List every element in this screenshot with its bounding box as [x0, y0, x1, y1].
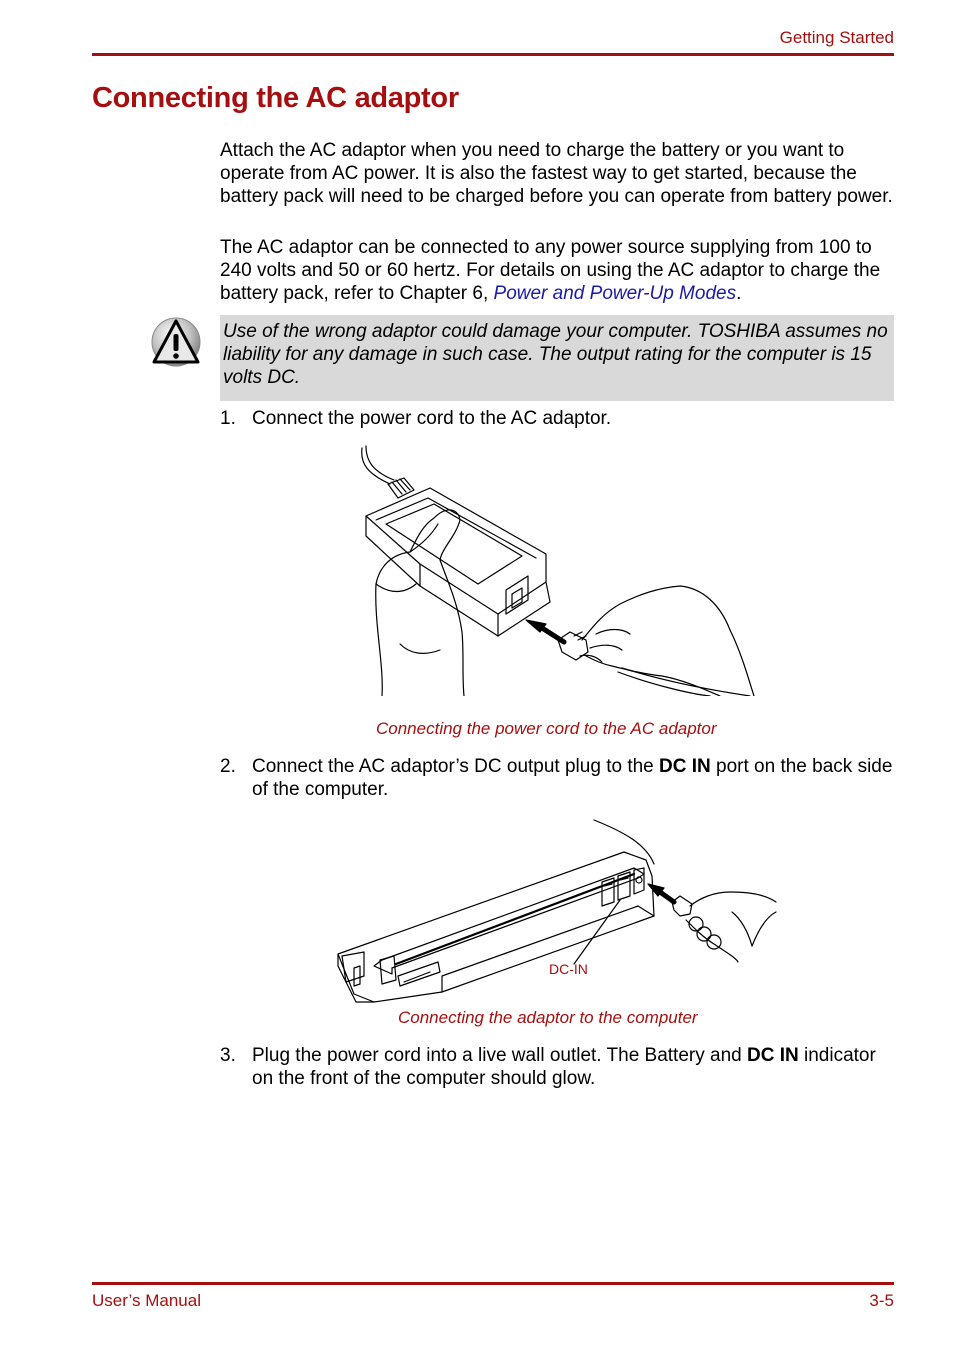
step-1-number: 1.	[220, 408, 236, 429]
step-3-text-end: indicator on the front of the computer should glow.	[252, 1045, 876, 1089]
figure-2-caption: Connecting the adaptor to the computer	[398, 1008, 698, 1027]
intro-paragraph-1: Attach the AC adaptor when you need to charge the battery or you want to operate from AC power. It is also the fastest way to get started, because the battery pack will need to be charged before you can operate from battery power.	[220, 140, 893, 207]
step-3-dc-in: DC IN	[746, 1045, 799, 1066]
page-number: 3-5	[869, 1291, 894, 1310]
intro-paragraph-2-text: The AC adaptor can be connected to any power source supplying from 100 to 240 volts and 50 or 60 hertz. For details on using the AC adaptor to charge the battery pack, refer to Chapter 6,	[220, 237, 881, 304]
figure-computer-illustration	[334, 816, 784, 1006]
warning-text: Use of the wrong adaptor could damage your computer. TOSHIBA assumes no liability for any damage in such case. The output rating for the computer is 15 volts DC.	[223, 321, 888, 388]
warning-box	[220, 315, 894, 401]
footer-rule	[92, 1282, 894, 1285]
page-title: Connecting the AC adaptor	[92, 82, 459, 114]
step-2-text	[252, 755, 896, 801]
footer-manual-label: User’s Manual	[92, 1291, 201, 1310]
step-2-text-start: Connect the AC adaptor’s DC output plug to the	[252, 756, 660, 777]
step-2-number: 2.	[220, 756, 236, 777]
intro-paragraph-2-end: .	[736, 283, 742, 304]
step-3-number: 3.	[220, 1045, 236, 1066]
step-3-text	[252, 1044, 896, 1090]
running-header: Getting Started	[779, 28, 894, 47]
step-2-dc-in: DC IN	[659, 756, 711, 777]
dc-in-label: DC-IN	[549, 961, 588, 977]
intro-paragraph-2	[220, 236, 896, 305]
caution-icon	[150, 316, 202, 368]
header-rule	[92, 53, 894, 56]
step-2-text-end: port on the back side of the computer.	[252, 756, 893, 800]
step-1-text: Connect the power cord to the AC adaptor.	[252, 408, 612, 429]
figure-power-cord-illustration	[350, 444, 760, 696]
chapter-link[interactable]: Power and Power-Up Modes	[493, 283, 737, 304]
figure-1-caption: Connecting the power cord to the AC adaptor	[376, 719, 717, 738]
step-3-text-start: Plug the power cord into a live wall outlet. The Battery and	[252, 1045, 747, 1066]
